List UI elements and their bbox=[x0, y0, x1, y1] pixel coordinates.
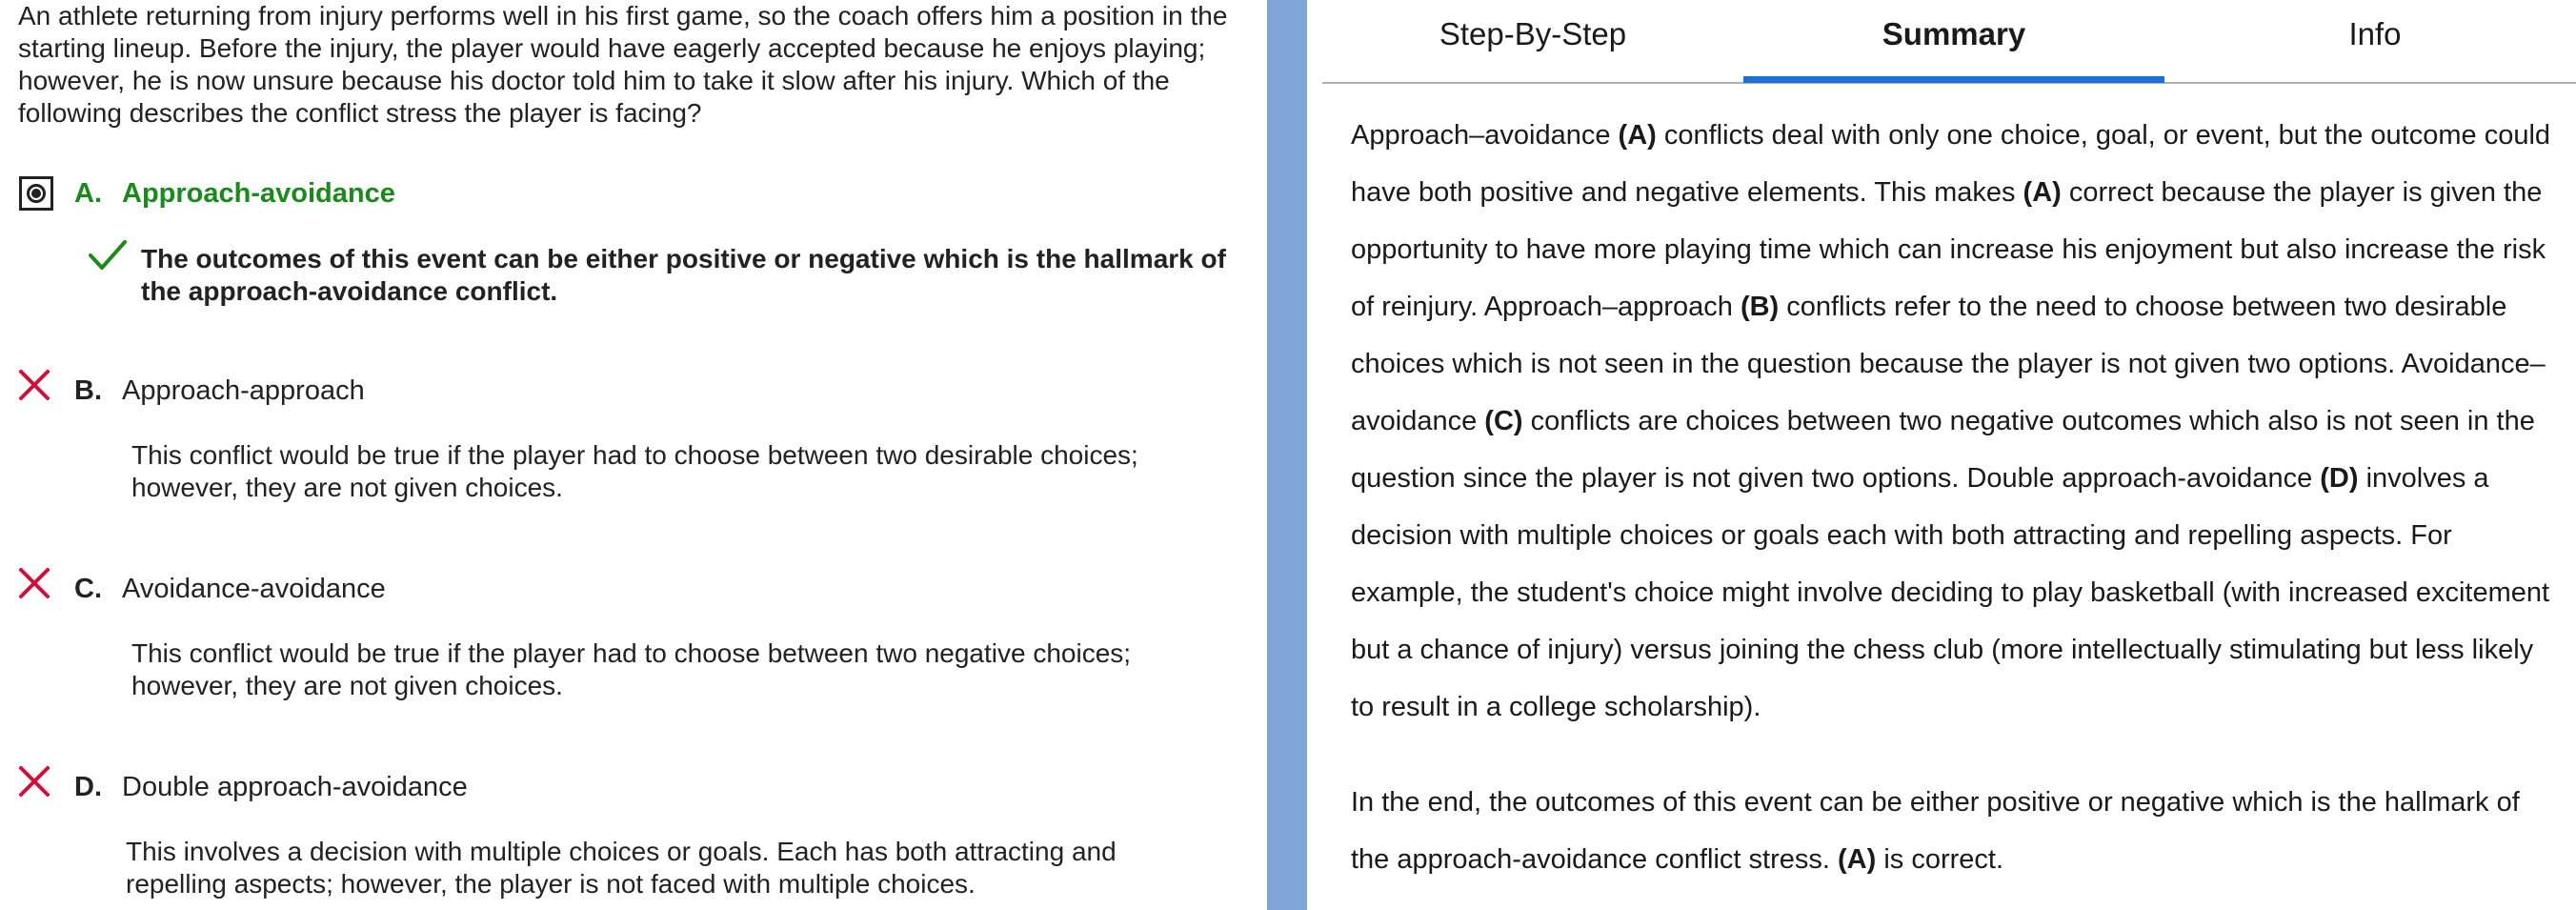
selected-radio-icon[interactable] bbox=[19, 176, 53, 211]
question-pane bbox=[0, 0, 1267, 910]
tab-summary[interactable]: Summary bbox=[1882, 16, 2026, 51]
choice-c[interactable] bbox=[0, 570, 1267, 612]
pane-divider[interactable] bbox=[1267, 0, 1307, 910]
choice-letter: B. bbox=[74, 375, 102, 406]
tab-step-by-step[interactable]: Step-By-Step bbox=[1439, 16, 1627, 51]
choice-reference: (A) bbox=[2023, 177, 2062, 208]
choice-label: Approach-avoidance bbox=[122, 178, 395, 209]
choice-letter: D. bbox=[74, 772, 102, 802]
choice-reference: (A) bbox=[1618, 120, 1657, 151]
choice-reference: (D) bbox=[2320, 463, 2359, 494]
choice-label: Avoidance-avoidance bbox=[122, 574, 386, 604]
choice-explanation: The outcomes of this event can be either positive or negative which is the hallmark of the approach-avoidance conflict. bbox=[141, 244, 1226, 306]
choice-letter: C. bbox=[74, 574, 102, 604]
choice-explanation: This conflict would be true if the player had to choose between two desirable choices; however, they are not given choices. bbox=[131, 440, 1138, 502]
choice-b[interactable] bbox=[0, 372, 1267, 414]
tab-bar bbox=[1322, 0, 2576, 84]
choice-letter: A. bbox=[74, 178, 102, 209]
checkmark-icon bbox=[88, 238, 128, 273]
choice-reference: (C) bbox=[1484, 406, 1523, 436]
summary-paragraph: Approach–avoidance (A) conflicts deal with only one choice, goal, or event, but the outcome could have both positive and negative elements. This makes (A) correct because the player is given the opportunity to have more playing time which can increase his enjoyment but also increase the risk of reinjury. Approach–approach (B) conflicts refer to the need to choose between two desirable choices which is not seen in the question because the player is not given two options. Avoidance–avoidance (C) conflicts are choices between two negative outcomes which also is not seen in the question since the player is not given two options. Double approach-avoidance (D) involves a decision with multiple choices or goals each with both attracting and repelling aspects. For example, the student's choice might involve deciding to play basketball (with increased excitement but a chance of injury) versus joining the chess club (more intellectually stimulating but less likely to result in a college scholarship). bbox=[1351, 120, 2551, 722]
choice-explanation: This involves a decision with multiple choices or goals. Each has both attracting and repelling aspects; however, the player is not faced with multiple choices. bbox=[126, 837, 1117, 899]
x-mark-icon bbox=[17, 764, 51, 799]
choice-d[interactable] bbox=[0, 768, 1267, 810]
summary-content bbox=[1351, 107, 2561, 888]
choice-label: Double approach-avoidance bbox=[122, 772, 468, 802]
tab-info[interactable]: Info bbox=[2348, 16, 2402, 51]
explanation-pane bbox=[1307, 0, 2576, 910]
choice-a[interactable] bbox=[0, 174, 1267, 216]
x-mark-icon bbox=[17, 368, 51, 402]
choice-reference: (B) bbox=[1740, 292, 1780, 322]
active-tab-indicator bbox=[1743, 76, 2164, 83]
choice-explanation: This conflict would be true if the player had to choose between two negative choices; however, they are not given choices. bbox=[131, 638, 1132, 700]
question-text: An athlete returning from injury performs well in his first game, so the coach offers him a position in the starting lineup. Before the injury, the player would have eagerly accepted because he enjoys playing; however, he is now unsure because his doctor told him to take it slow after his injury. Which of the following describes the conflict stress the player is facing? bbox=[18, 1, 1228, 128]
choice-label: Approach-approach bbox=[122, 375, 365, 406]
summary-paragraph: In the end, the outcomes of this event can be either positive or negative which is the hallmark of the approach-avoidance conflict stress. (A) is correct. bbox=[1351, 787, 2520, 875]
choice-reference: (A) bbox=[1838, 844, 1877, 875]
x-mark-icon bbox=[17, 566, 51, 600]
